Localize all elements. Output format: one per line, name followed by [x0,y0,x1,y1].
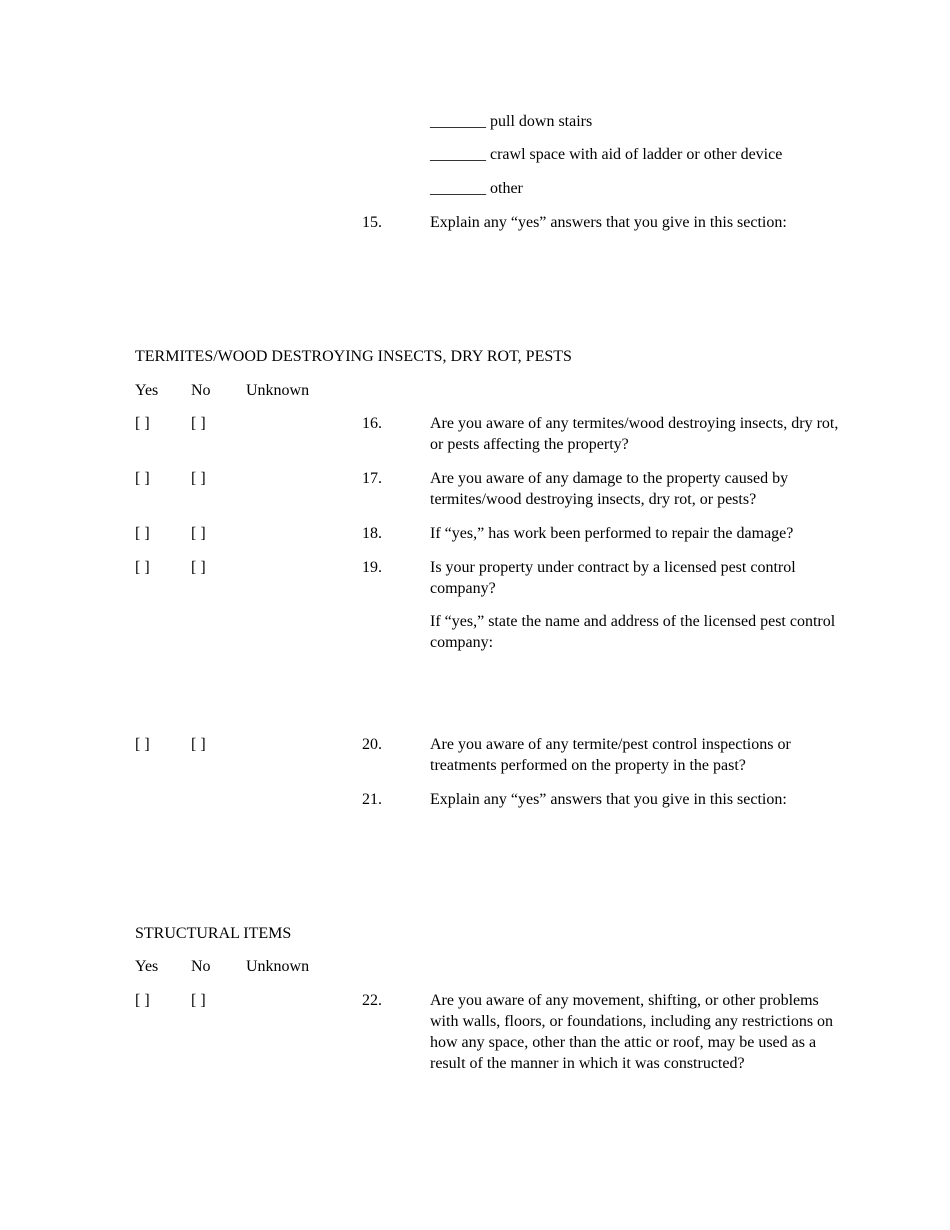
yes-checkbox-20[interactable]: [ ] [135,736,150,753]
option-blank[interactable]: _______ [430,113,486,130]
question-text-21: Explain any “yes” answers that you give in this section: [430,791,787,808]
no-checkbox-17[interactable]: [ ] [191,470,206,487]
question-number-16: 16. [362,415,382,432]
no-checkbox-16[interactable]: [ ] [191,415,206,432]
question-text-22: Are you aware of any movement, shifting, or other problems with walls, floors, or foundations, including any restrictions on how any space, other than the attic or roof, may be used as a result of the manner in which it was constructed? [430,992,834,1072]
option-label: pull down stairs [490,113,593,130]
option-other [430,178,523,199]
header-yes: Yes [135,382,159,399]
question-followup-19: If “yes,” state the name and address of the licensed pest control company: [430,613,836,651]
question-number-22: 22. [362,992,382,1009]
question-number-21: 21. [362,791,382,808]
section-title-termites: TERMITES/WOOD DESTROYING INSECTS, DRY ROT, PESTS [135,348,572,365]
yes-checkbox-18[interactable]: [ ] [135,525,150,542]
option-blank[interactable]: _______ [430,146,486,163]
option-pull-down-stairs [430,111,592,132]
question-text-17: Are you aware of any damage to the property caused by termites/wood destroying insects, dry rot, or pests? [430,470,789,508]
option-label: crawl space with aid of ladder or other device [490,146,783,163]
header-unknown: Unknown [246,382,310,399]
section-title-structural: STRUCTURAL ITEMS [135,925,292,942]
yes-checkbox-17[interactable]: [ ] [135,470,150,487]
header-no: No [191,382,211,399]
no-checkbox-22[interactable]: [ ] [191,992,206,1009]
header-yes: Yes [135,958,159,975]
yes-checkbox-16[interactable]: [ ] [135,415,150,432]
question-number-18: 18. [362,525,382,542]
question-text-19: Is your property under contract by a licensed pest control company? [430,559,796,597]
option-label: other [490,180,523,197]
option-blank[interactable]: _______ [430,180,486,197]
header-no: No [191,958,211,975]
option-crawl-space [430,144,782,165]
no-checkbox-19[interactable]: [ ] [191,559,206,576]
question-text-16: Are you aware of any termites/wood destroying insects, dry rot, or pests affecting the property? [430,415,839,453]
question-text-20: Are you aware of any termite/pest control inspections or treatments performed on the property in the past? [430,736,791,774]
question-number-20: 20. [362,736,382,753]
question-number-19: 19. [362,559,382,576]
question-text-18: If “yes,” has work been performed to repair the damage? [430,525,794,542]
yes-checkbox-22[interactable]: [ ] [135,992,150,1009]
no-checkbox-20[interactable]: [ ] [191,736,206,753]
no-checkbox-18[interactable]: [ ] [191,525,206,542]
yes-checkbox-19[interactable]: [ ] [135,559,150,576]
header-unknown: Unknown [246,958,310,975]
question-number-15: 15. [362,214,382,231]
question-text-15: Explain any “yes” answers that you give in this section: [430,214,787,231]
question-number-17: 17. [362,470,382,487]
